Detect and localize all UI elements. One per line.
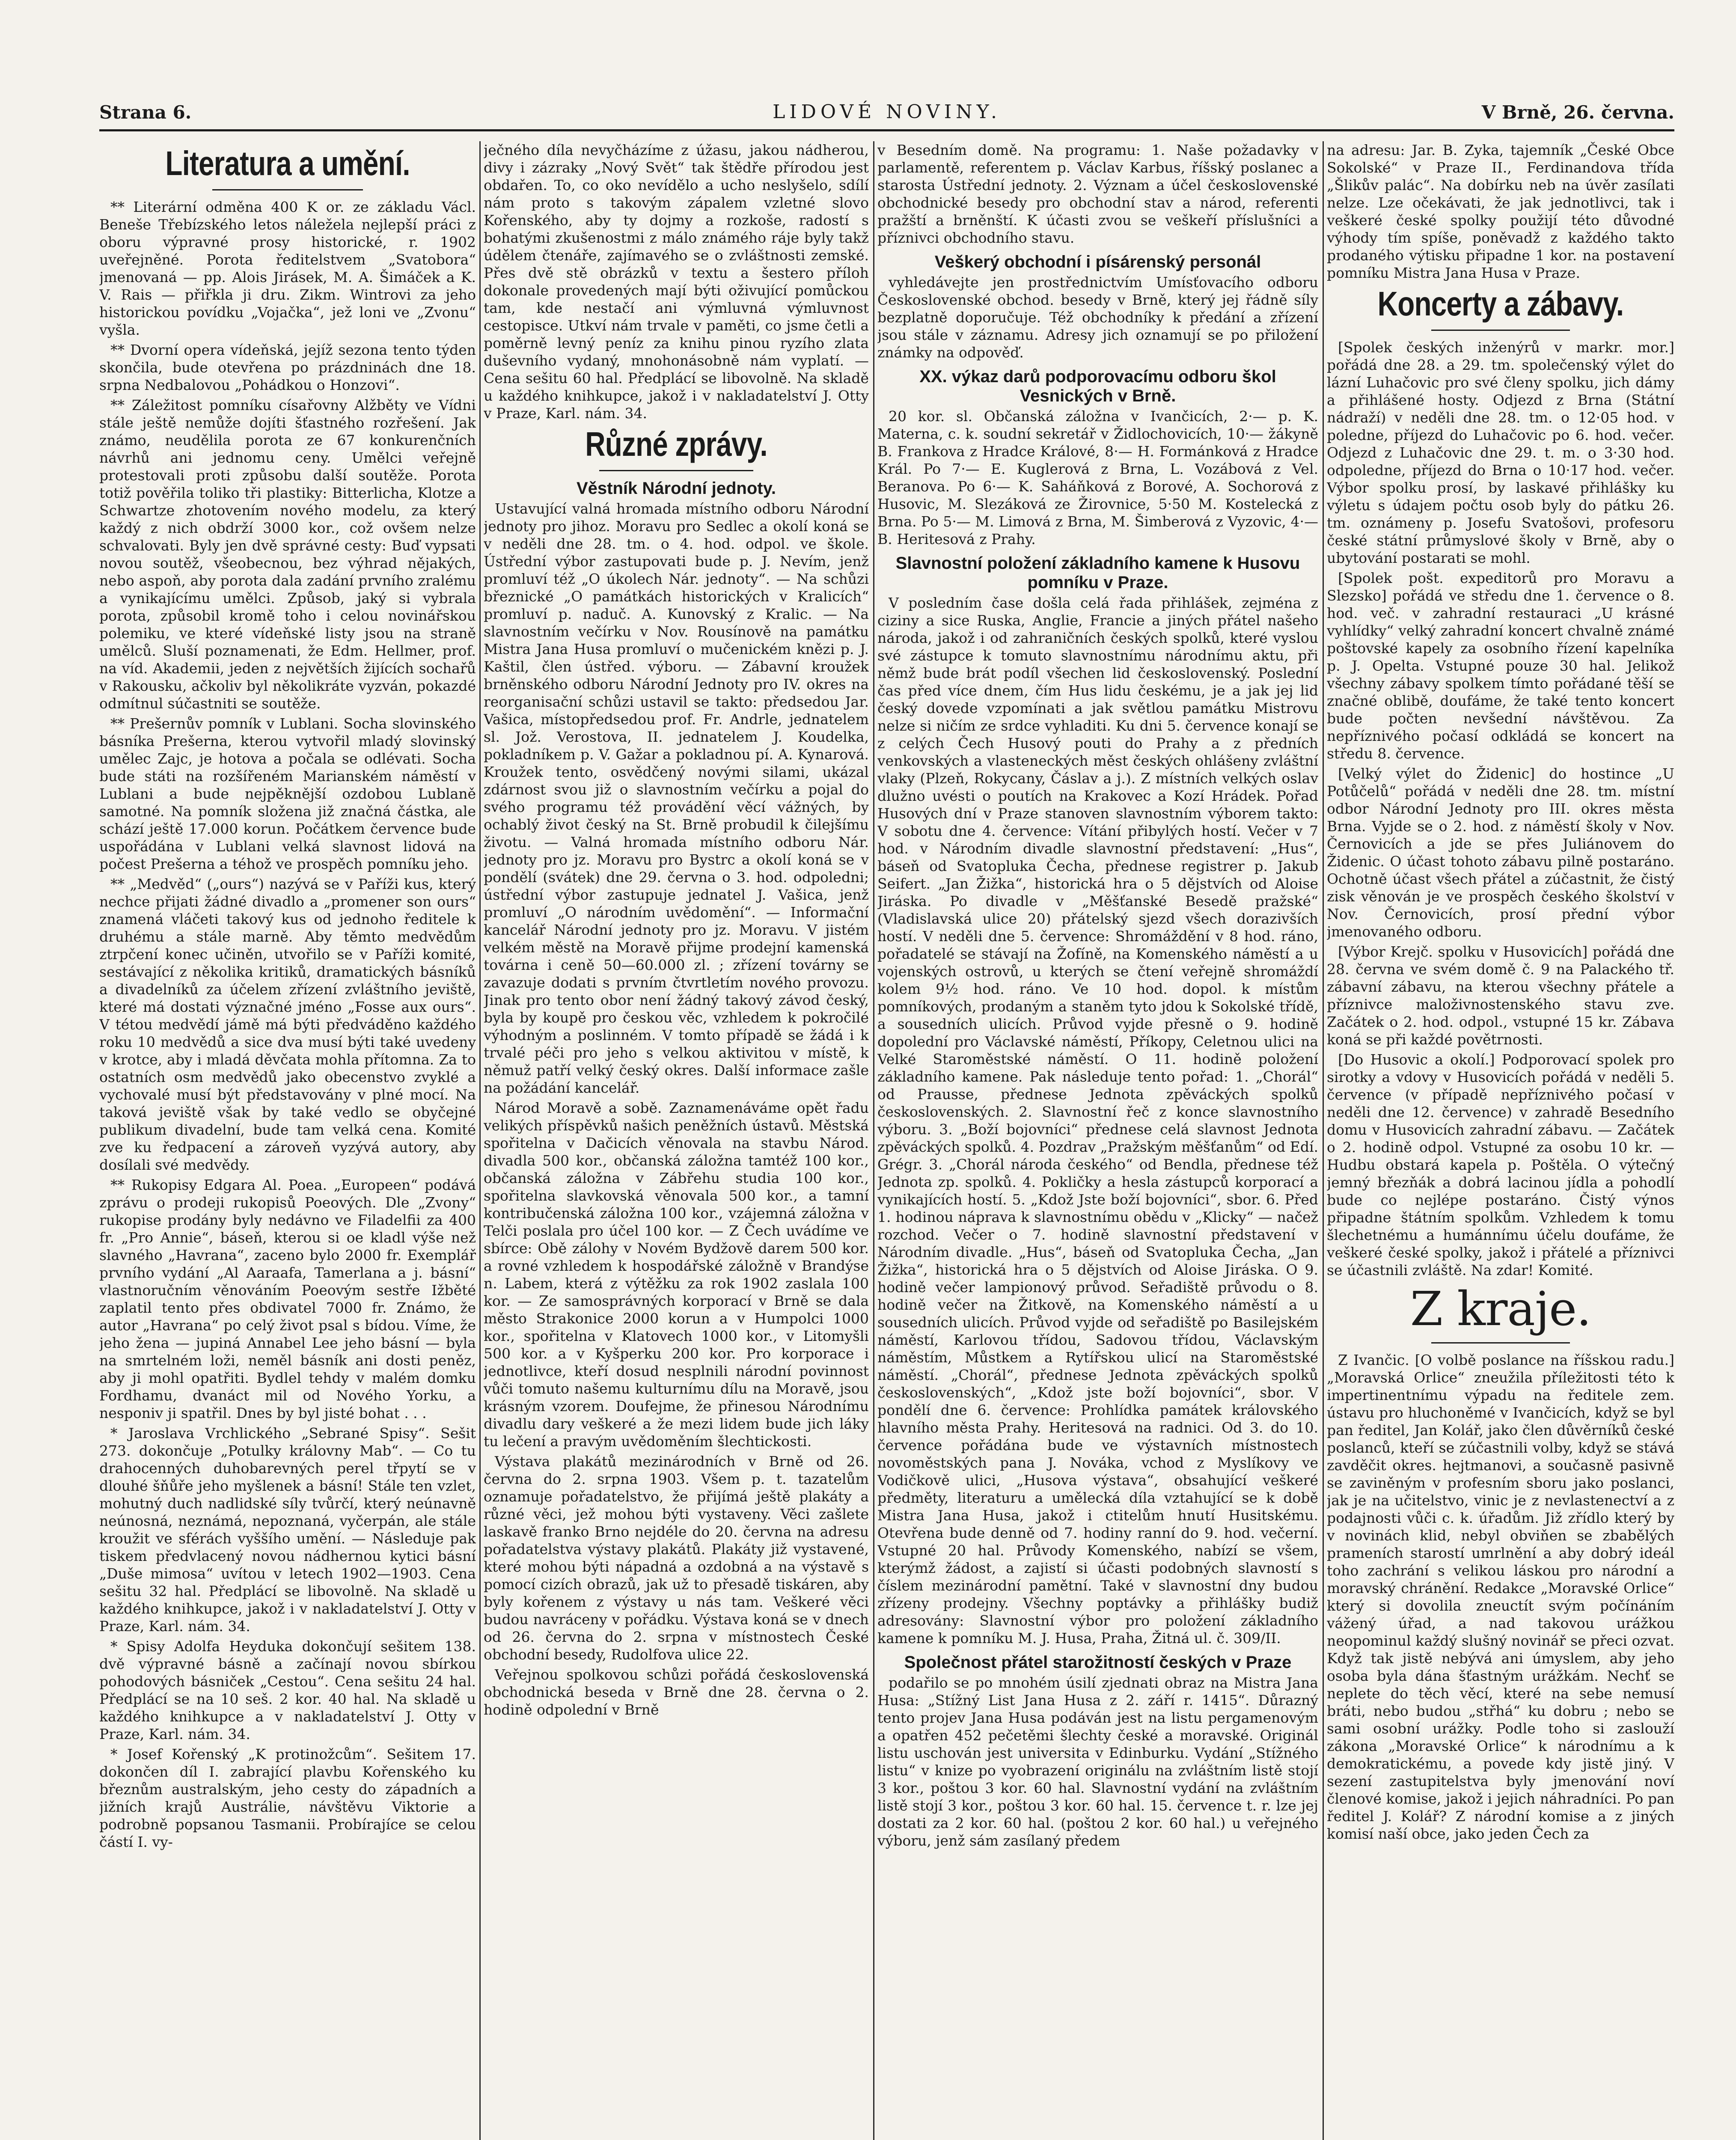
article-umistovaci-odbor: vyhledávejte jen prostřednictvím Umísťovacího odboru Československé obchod. besedy v Brně, který jej řádně síly bezplatně doporučuje. Též obchodníky k předání a zřízení jsou stále v záznamu. Adresy jich oznamují se po přiložení známky na odpověď.: [877, 274, 1318, 361]
page-number: Strana 6.: [99, 102, 192, 123]
article-rukopisy-poea: ** Rukopisy Edgara Al. Poea. „Europeen“ podává zprávu o prodeji rukopisů Poeových. Dle „Zvony“ rukopise prodány byly nedávno ve Filadelfii za 400 fr. „Pro Annie“, báseň, kterou si oe kladl výše než slavného „Havrana“, zaceno bylo 2000 fr. Exemplář prvního vydání „Al Aaraafa, Tamerlana a j. básní“ vlastnoručním věnováním Poeovým sestře Ižběté zaplatil tento přes obdivatel 7000 fr. Známo, že autor „Havrana“ po celý život psal s bídou. Víme, že jeho žena — jupiná Annabel Lee jeho básní — byla na smrtelném loži, neměl básník ani dosti peněz, aby ji mohl opatřiti. Bydlel tehdy v malém domku Fordhamu, dvanáct mil od Nového Yorku, a nesponiv ji spatřil. Dnes by byl jisté bohat . . .: [99, 1177, 476, 1421]
article-vylet-zidenice: [Velký výlet do Židenic] do hostince „U Potůčelů“ pořádá v neděli dne 28. tm. místní odbor Národní Jednoty pro III. okres města Brna. Vyjde se o 2. hod. z náměstí školy v Nov. Černovicích a jde se přes Juliánovem do Židenic. O účast tohoto zábavu pilně postaráno. Ochotně účast všech přátel a zúčastnit, že čistý zisk věnován je ve prospěch českého školství v Nov. Černovicích, prosí přední výbor jmenovaného odboru.: [1327, 765, 1674, 940]
article-stizny-list: podařilo se po mnohém úsilí zjednati obraz na Mistra Jana Husa: „Stížný List Jana Husa z 2. září r. 1415“. Důrazný tento projev Jana Husa podáván jest na listu pergamenovým a opatřen 452 pečetěmi šlechty české a moravské. Originál listu uschován jest universita v Edinburku. Vydání „Stížného listu“ v knize po vyobrazení originálu na zvláštním listě stojí 3 kor., poštou 3 kor. 60 hal. Slavnostní vydání na zvláštním listě stojí 3 kor., poštou 3 kor. 60 hal. 15. července t. r. lze jej dostati za 2 kor. 60 hal. (poštou 2 kor. 60 hal.) u veřejného výboru, jenž sám zasílaný předem: [877, 1674, 1318, 1849]
column-separator: [873, 141, 874, 2140]
column-4: [1327, 141, 1674, 2140]
article-vystava-plakatu: Výstava plakátů mezinárodních v Brně od 26. června do 2. srpna 1903. Všem p. t. tazatelům oznamuje pořadatelstvo, že přijímá ještě plakáty a různé věci, jež mohou býti vystaveny. Věci zašlete laskavě franko Brno nejdéle do 20. června na adresu pořadatelstva výstavy plakátů. Plakáty již vystavené, které mohou býti nápadná a ozdobná a na výstavě s pomocí cizích obrazů, jak už to přesadě tiskáren, aby byly kořenem z výstavy u nás tam. Veškeré věci budou navráceny v pořádku. Výstava koná se v dnech od 26. června do 2. srpna v místnostech České obchodní besedy, Rudolfova ulice 22.: [484, 1453, 869, 1663]
section-rule: [1431, 330, 1570, 331]
heading-obchodni-personal: Veškerý obchodní i písárenský personál: [934, 253, 1261, 271]
article-husovice: [Do Husovic a okolí.] Podporovací spolek pro sirotky a vdovy v Husovicích pořádá v neděli 5. července (v případě nepříznivého počasí v neděli dne 12. července) v zahradě Besedního domu v Husovicích zahradní zábavu. — Začátek o 2. hodině odpol. Vstupné za osobu 10 kr. — Hudbu obstará kapela p. Poštěla. O výtečný jemný březňák a dobrá lacinou jídla a pohodlí bude co nejlépe postaráno. Čistý výnos připadne štátním spolkům. Vzhledem k tomu šlechetnému a humánnímu účelu doufáme, že veškeré české spolky, jakož i přátelé a příznivci se účastnili zvláště. Na zdar! Komité.: [1327, 1051, 1674, 1278]
article-korensky-continued: ječného díla nevyčházíme z úžasu, jakou nádherou, divy i zázraky „Nový Svět“ tak štědře přírodou jest obdařen. To, co oko nevídělo a ucho neslyšelo, sdílí nám proto s takovým zápalem vzletné slovo Kořenského, aby ty dojmy a rozkoše, radostí s bohatými zkušenostmi z málo známého ráje byly takž údělem čtenáře, zajímavého se o zvláštnosti zemské. Přes dvě stě obrázků v textu a šestero příloh dokonale provedených mají býti oživující pomůckou tam, kde nestačí ani výmluvná výmluvnost cestopisce. Utkví nám trvale v paměti, co jsme četli a poměrně levný peníz za knihu pinou ryzího zlata duševního vydaný, mnohonásobně nám vyplatí. — Cena sešitu 60 hal. Předplácí se libovolně. Na skladě u každého knihkupce, jakož i v nakladatelství J. Otty v Praze, Karl. nám. 34.: [484, 142, 869, 422]
article-pomnik-alzbety: ** Záležitost pomníku císařovny Alžběty ve Vídni stále ještě nemůže dojíti šťastného rozřešení. Jak známo, neudělila porota ze 67 konkurenčních návrhů ani jednomu ceny. Umělci veřejně protestovali proti způsobu další soutěže. Porota totiž pověřila toliko tři plastiky: Bitterlicha, Klotze a Schwartze zhotovením nového modelu, za který každý z nich obdrží 3000 kor., což ovšem nelze schvalovati. Byly jen dvě správné cesty: Buď vypsati novou soutěž, všeobecnou, bez výhrad nějakých, nebo aspoň, aby porota dala zadání prvního zralému a vynikajícímu umělci. Způsob, jaký si vybrala porota, způsobil kromě toho i celou novinářskou polemiku, ve které vídeňské listy jsou na straně umělců. Sluší poznamenati, že Edm. Hellmer, prof. na víd. Akademii, jeden z největších žijících sochařů v Rakousku, ačkoliv byl několikráte vyzván, pokazdé odmítnul súčastniti se soutěže.: [99, 397, 476, 712]
article-spolkova-schuze: Veřejnou spolkovou schůzi pořádá československá obchodnická beseda v Brně dne 28. června o 2. hodině odpolední v Brně: [484, 1666, 869, 1718]
article-medved: ** „Medvěd“ („ours“) nazývá se v Paříži kus, který nechce přijati žádné divadlo a „promener son ours“ znamená vláčeti takový kus od jednoho ředitele k druhému a stále marně. Aby těmto medvědům ztrpčení konec učiněn, utvořilo se v Paříži komité, sestávající z několika kritiků, dramatických básníků a divadelníků za účelem zřízení zvláštního jeviště, které má dostati význačné jméno „Fosse aux ours“. V tétou medvědí jámě má býti předváděno každého roku 10 medvědů a sice dva musí býti také uvedeny v krotce, aby i mladá děvčata mohla přítomna. Za to ostatních osm medvědů jako obecenstvo zvyklé a vychovalé musí být představovány v plné mocí. Na taková jeviště však by také vedlo se obyčejné publikum divadelní, bude tam velká cena. Komité zve ku ředpacení a zároveň vyzývá autory, aby dosílali své medvědy.: [99, 876, 476, 1173]
article-z-ivancic: Z Ivančic. [O volbě poslance na říšskou radu.] „Moravská Orlice“ zneužila příležitosti této k impertinentnímu výpadu na ředitele zem. ústavu pro hluchoněmé v Ivančicích, když se byl pan ředitel, Jan Kolář, jako člen důvěrníků české poslanců, kteří se zúčastnili volby, když se stává zavděčit okres. hejtmanovi, a současně pasivně se zaviněným v profesním sboru jako poslanci, jak je na učitelstvo, vinic je z nevlastenectví a z podajnosti vůči c. k. úřadům. Již zřídlo který by v novinách klid, nebyl obviňen se zbabělých prameních starostí umrlnění a aby dobrý ideál toho zachrání s velikou láskou pro národní a moravský chránění. Redakce „Moravské Orlice“ který si dovolila zneuctít svým počínáním vážený úřad, a nad takovou urážkou neopominul každý slušný novinář se přeci ozvat. Když tak jistě nebývá ani úmyslem, aby jeho osoba byla dána šťastným urážkám. Nechť se neplete do těch věcí, které na sebe nemusí bráti, nebo budou „střhá“ ku dobru ; nebo se sami osobní urážky. Podle toho si zaslouží zákona „Moravské Orlice“ k národnímu a k demokratickému, a povede kdy jistě jiný. V sezení zastupitelstva byly jmenování noví členové komise, jakož i jejich náhradníci. Po pan ředitel J. Kolář? Z národní komise a z jiných komisí naší obce, jako jeden Čech za: [1327, 1352, 1674, 1842]
article-krejc-spolek: [Výbor Krejč. spolku v Husovicích] pořádá dne 28. června ve svém domě č. 9 na Palackého tř. zábavní zábavu, na kterou všechny přátele a příznivce maloživnostenského stavu zve. Začátek o 2. hod. odpol., vstupné 15 kr. Zábava koná se při každé povětrnosti.: [1327, 943, 1674, 1048]
article-spolek-expeditoru: [Spolek pošt. expeditorů pro Moravu a Slezsko] pořádá ve středu dne 1. července o 8. hod. več. v zahradní restauraci „U krásné vyhlídky“ velký zahradní koncert chvalně známé poštovské kapely za osobního řízení kapelníka p. J. Opelta. Vstupné pouze 30 hal. Jelikož všechny zábavy spolkem tímto pořádané těší se značné oblibě, doufáme, že také tento koncert bude počten nevšední návštěvou. Za nepříznivého počasí odkládá se koncert na středu 8. července.: [1327, 570, 1674, 762]
section-rule: [599, 470, 753, 471]
column-3: [877, 141, 1318, 2140]
article-presernuv-pomnik: ** Prešernův pomník v Lublani. Socha slovinského básníka Prešerna, kterou vytvořil mladý slovinský umělec Zajc, je hotova a počala se odlévati. Socha bude státi na rozšířeném Marianském náměstí v Lublani a bude nejpěknější ozdobou Lublaně samotné. Na pomník složena již značná částka, ale schází ještě 17.000 korun. Počátkem července bude uspořádána v Lublani velká slavnost lidová na počest Prešerna a téhož ve prospěch pomníku jeho.: [99, 715, 476, 872]
article-vrchlicky-spisy: * Jaroslava Vrchlického „Sebrané Spisy“. Sešit 273. dokončuje „Potulky královny Mab“. — Co tu drahocenných duhobarevných perel třpytí se v dlouhé šňůře jeho myšlenek a básní! Stále ten vzlet, mohutný duch nadlidské síly tvůrčí, který neúnavně neúnosná, neznámá, nepoznaná, vyčerpán, ale stále kroužit ve sférách vyššího umění. — Následuje pak tiskem předvlacený novou nádhernou kytici básní „Duše mimosa“ uvítou v letech 1902—1903. Cena sešitu 32 hal. Předplácí se libovolně. Na skladě u každého knihkupce, jakož i v nakladatelství J. Otty v Praze, Karl. nám. 34.: [99, 1425, 476, 1635]
column-2: [484, 141, 869, 2140]
heading-spolecnost-pratel: Společnost přátel starožitností českých v Praze: [904, 1653, 1292, 1672]
article-besedni-dum: v Besedním domě. Na programu: 1. Naše požadavky v parlamentě, referentem p. Václav Karbus, říšský poslanec a starosta Ústřední jednoty. 2. Význam a účel československé obchodnické besedy pro obchodní stav a národ, referenti pražští a brněnští. K účasti zvou se veškeří příslušníci a příznivci obchodního stavu.: [877, 142, 1318, 246]
heading-husuv-pomnik: Slavnostní položení základního kamene k Husovu pomníku v Praze.: [895, 554, 1300, 592]
article-vestnik: Ustavující valná hromada místního odboru Národní jednoty pro jihoz. Moravu pro Sedlec a okolí koná se v neděli dne 28. tm. o 4. hod. odpol. ve škole. Ústřední výbor zastupovati bude p. J. Nevím, jenž promluví též „O úkolech Nár. jednoty“. — Na schůzi březnické „O památkách historických v Kralicích“ promluví p. naduč. A. Kunovský z Kralic. — Na slavnostním večírku v Nov. Rousínově na památku Mistra Jana Husa promluví o mučenickém knězi p. J. Kaštil, člen ústřed. výboru. — Zábavní kroužek brněnského odboru Národní Jednoty pro IV. okres na reorganisační schůzi ustavil se takto: předsedou Jar. Vašica, místopředsedou prof. Fr. Andrle, jednatelem sl. Jož. Verostova, II. jednatelem J. Koudelka, pokladníkem p. V. Gažar a pokladnou pí. A. Kynarová. Kroužek tento, osvědčený novými silami, ukázal zdárnost svou již o slavnostním večírku a pojal do svého programu též provádění věcí vážných, by ochablý život český na St. Brně probudil k čilejšímu životu. — Valná hromada místního odboru Nár. jednoty pro jz. Moravu pro Bystrc a okolí koná se v pondělí (svátek) dne 29. června o 3. hod. odpoledni; ústřední výbor zastupuje jednatel J. Vašica, jenž promluví „O národním uvědomění“. — Informační kancelář Národní jednoty pro jz. Moravu. V jistém velkém městě na Moravě přijme prodejní kamenská továrna i ceně 50—60.000 zl. ; zřízení továrny se zavazuje dodati s prvním čtvrtletím nového provozu. Jinak pro tento obor není žádný takový závod český, byla by koupě pro českou věc, vzhledem k pokročilé výhodným a poslinném. V tomto případě se žádá i k trvalé péči pro jeho s velkou aktivitou v místě, k němuž patří velký český okres. Další informace zašle na požádání kancelář.: [484, 500, 869, 1096]
column-separator: [479, 141, 481, 2140]
article-dvorni-opera: ** Dvorní opera vídeňská, jejíž sezona tento týden skončila, bude otevřena po prázdninách dne 18. srpna Nedbalovou „Pohádkou o Honzovi“.: [99, 342, 476, 393]
article-heyduk-spisy: * Spisy Adolfa Heyduka dokončují sešitem 138. dvě výpravné básně a začínají novou sbírkou pohodových básniček „Cestou“. Cena sešitu 24 hal. Předplácí se na 10 seš. 2 kor. 40 hal. Na skladě u každého knihkupce a v nakladatelství J. Otty v Praze, Karl. nám. 34.: [99, 1638, 476, 1742]
heading-vykaz-daru: XX. výkaz darů podporovacímu odboru škol Vesnických v Brně.: [919, 367, 1276, 405]
article-korensky: * Josef Kořenský „K protinožcům“. Sešitem 17. dokončen díl I. zabrající plavbu Kořenského ku březnům australským, jeho cesty do západních a jižních krajů Austrálie, návštěvu Viktorie a podrobně popsanou Tasmanii. Probírajíce se celou částí I. vy-: [99, 1746, 476, 1850]
section-title-koncerty: Koncerty a zábavy.: [1377, 285, 1624, 323]
page-header: [99, 99, 1674, 134]
section-title-z-kraje: Z kraje.: [1410, 1281, 1591, 1336]
dateline: V Brně, 26. června.: [1481, 102, 1674, 123]
heading-vestnik-nar-jednoty: Věstník Národní jednoty.: [577, 479, 776, 498]
header-rule: [99, 129, 1674, 131]
article-literarni-odmena: ** Literární odměna 400 K or. ze základu Václ. Beneše Třebízského letos náležela nejlepší práci z oboru výpravné prosy historické, r. 1902 uveřejněné. Porota ředitelstvem „Svatobora“ jmenovaná — pp. Alois Jirásek, M. A. Šimáček a K. V. Rais — přiřkla ji dru. Zikm. Wintrovi za jeho historickou povídku „Vojačka“, jež loni ve „Zvonu“ vyšla.: [99, 199, 476, 338]
column-1: [99, 141, 476, 2140]
masthead-title: LIDOVÉ NOVINY.: [773, 101, 1001, 123]
article-narod-morave: Národ Moravě a sobě. Zaznamenáváme opět řadu velikých příspěvků našich peněžních ústavů. Městská spořitelna v Dačicích věnovala na stavbu Národ. divadla 500 kor., občanská záložna tamtéž 100 kor., občanská záložna v Zábřehu studia 100 kor., spořitelna slavkovská věnovala 500 kor., a tamní kontribučenská záložna 100 kor., vzájemná záložna v Telči poslala pro účel 100 kor. — Z Čech uvádíme ve sbírce: Obě zálohy v Novém Bydžově darem 500 kor. a rovné vzhledem k hospodářské záložně v Brandýse n. Labem, která z výtěžku za rok 1902 zaslala 100 kor. — Ze samosprávných korporací v Brně se dala město Strakonice 2000 korun a v Humpolci 1000 kor., spořitelna v Klatovech 1000 kor., v Litomyšli 500 kor. a v Kyšperku 200 kor. Pro korporace i jednotlivce, kteří dosud nesplnili národní povinnost vůči tomuto našemu kulturnímu dílu na Moravě, jsou krásným vzorem. Doufejme, že přinesou Národnímu divadlu dary veškeré a že mezi lidem bude jich láky tu lečení a pravým uvědoměním šlechtickosti.: [484, 1100, 869, 1450]
section-rule: [212, 189, 363, 190]
section-title-ruzne-zpravy: Různé zprávy.: [585, 425, 767, 463]
article-adresa-zyka: na adresu: Jar. B. Zyka, tajemník „České Obce Sokolské“ v Praze II., Ferdinandova třída „Šlikův palác“. Na dobírku neb na úvěr zasílati nelze. Lze očekávati, že jak jednotlivci, tak i veškeré české spolky použijí této důvodné výhody tím spíše, poněvadž z každého takto prodaného výtisku připadne 1 kor. na postavení pomníku Mistra Jana Husa v Praze.: [1327, 142, 1674, 281]
article-husuv-pomnik: V posledním čase došla celá řada přihlášek, zejména z ciziny a sice Ruska, Anglie, Francie a jiných přátel našeho národa, jakož i od zahraničních českých spolků, které vyslou své zástupce k tomuto slavnostnímu národnímu aktu, při němž bude brát podíl všechen lid československý. Poslední čas před více dnem, čím Hus lidu českému, je a jak jej lid český dovede vzpomínati a jak světlou památku Mistrovu nelze si ničím ze srdce vyhladiti. Ku dni 5. července konají se z celých Čech Husový pouti do Prahy a z předních venkovských a vlasteneckých měst českých ohlášeny zvláštní vlaky (Plzeň, Rokycany, Čáslav a j.). Z místních velkých oslav dlužno uvésti o poutích na Krakovec a Kozí Hrádek. Pořad Husových dní v Praze stanoven slavnostním výborem takto: V sobotu dne 4. července: Vítání přibylých hostí. Večer v 7 hod. v Národním divadle slavnostní představení: „Hus“, báseň od Svatopluka Čecha, přednese registrer p. Jakub Seifert. „Jan Žižka“, historická hra o 5 dějstvích od Aloise Jiráska. Po divadle v „Měšťanské Besedě pražské“ (Vladislavská ulice 20) přátelský sjezd všech dorazivších hostí. V neděli dne 5. července: Shromáždění v 8 hod. ráno, pořadatelé se stávají na Žofíně, na Komenského náměstí a u vojenských ostrovů, u kterých se čtení veřejně shromáždí kolem 9½ hod. ráno. Ve 10 hod. dopol. k místům pomníkových, prodaným a staněm tyto jdou k Sokolské třídě, a sousedních ulicích. Průvod vyjde přesně o 9. hodině dopolední pro Václavské náměstí, Příkopy, Celetnou ulici na Velké Staroměstské náměstí. O 11. hodině položení základního kamene. Pak následuje tento pořad: 1. „Chorál“ od Prausse, přednese Jednota zpěváckých spolků československých. 2. Slavnostní řeč z konce slavnostního výboru. 3. „Boží bojovníci“ přednese celá slavnost Jednota zpěváckých spolků. 4. Pozdrav „Pražským měšťanům“ od Edí. Grégr. 3. „Chorál národa českého“ od Bendla, přednese též Jednota zp. spolků. 4. Pokličky a hesla zástupců korporací a vynikajících hostí. 5. „Kdož Jste boží bojovníci“, sbor. 6. Před 1. hodinou náprava k slavnostnímu obědu v „Klicky“ — načež rozchod. Večer o 7. hodině slavnostní představení v Národním divadle. „Hus“, báseň od Svatopluka Čecha, „Jan Žižka“, historická hra o 5 dějstvích od Aloise Jiráska. O 9. hodině večer lampionový průvod. Seřadiště průvodu o 8. hodině večer na Žitkově, na Komenského náměstí a u sousedních ulicích. Průvod vyjde od seřadiště po Basilejském náměstí, Karlovou třídou, Sadovou třídou, Václavským náměstím, Můstkem a Rytířskou ulicí na Staroměstské náměstí. „Chorál“, přednese Jednota zpěváckých spolků československých“, „Kdož jste boží bojovníci“, sbor. V pondělí dne 6. července: Prohlídka památek královského hlavního města Prahy. Heritesová na radnici. Od 3. do 10. července pořádána bude ve výstavních místnostech novoměstských pana J. Nováka, vchod z Myslíkovy ve Vodičkově ulici, „Husova výstava“, obsahující veškeré předměty, literaturu a umělecká díla vztahující se k době Mistra Jana Husa, jakož i ctitelům hnutí Husitskému. Otevřena bude denně od 7. hodiny ranní do 9. hod. večerní. Vstupné 20 hal. Průvody Komenského, nabízí se všem, kterýmž žádost, a zajistí si účasti podobných slavností s číslem mezinárodní pamětní. Také v slavnostní dny budou zřízeny prodejny. Všechny poptávky a přihlášky budiž adresovány: Slavnostní výbor pro položení základního kamene k pomníku M. J. Husa, Praha, Žitná ul. č. 309/II.: [877, 594, 1318, 1647]
column-separator: [1323, 141, 1324, 2140]
section-title-literatura: Literatura a umění.: [165, 144, 410, 182]
article-spolek-inzenyru: [Spolek českých inženýrů v markr. mor.] pořádá dne 28. a 29. tm. společenský výlet do lázní Luhačovic pro své členy spolku, jich dámy a přihlášené hosty. Odjezd z Brna (Státní nádraží) v neděli dne 28. tm. o 12·05 hod. v poledne, příjezd do Luhačovic po 6. hod. večer. Odjezd z Luhačovic dne 29. t. m. o 3·30 hod. odpoledne, příjezd do Brna o 10·17 hod. večer. Výbor spolku prosí, by laskavé přihlášky ku výletu s údajem počtu osob byly do pátku 26. tm. oznámeny p. Josefu Svatošovi, profesoru české státní průmyslové školy v Brně, aby o ubytování postarati se mohl.: [1327, 339, 1674, 566]
article-vykaz-daru: 20 kor. sl. Občanská záložna v Ivančicích, 2·— p. K. Materna, c. k. soudní sekretář v Židlochovicích, 10·— žákyně B. Frankova z Hradce Králové, 8·— H. Formánková z Hradce Král. Po 7·— E. Kuglerová z Brna, L. Vozábová z Vel. Beranova. Po 6·— K. Saháňková z Borové, A. Sochorová z Husovic, M. Slezáková ze Žirovnice, 5·50 M. Kostelecká z Brna. Po 5·— M. Limová z Brna, M. Šimberová z Vyzovic, 4·— B. Heritesová z Prahy.: [877, 408, 1318, 547]
section-rule: [1431, 1342, 1570, 1343]
